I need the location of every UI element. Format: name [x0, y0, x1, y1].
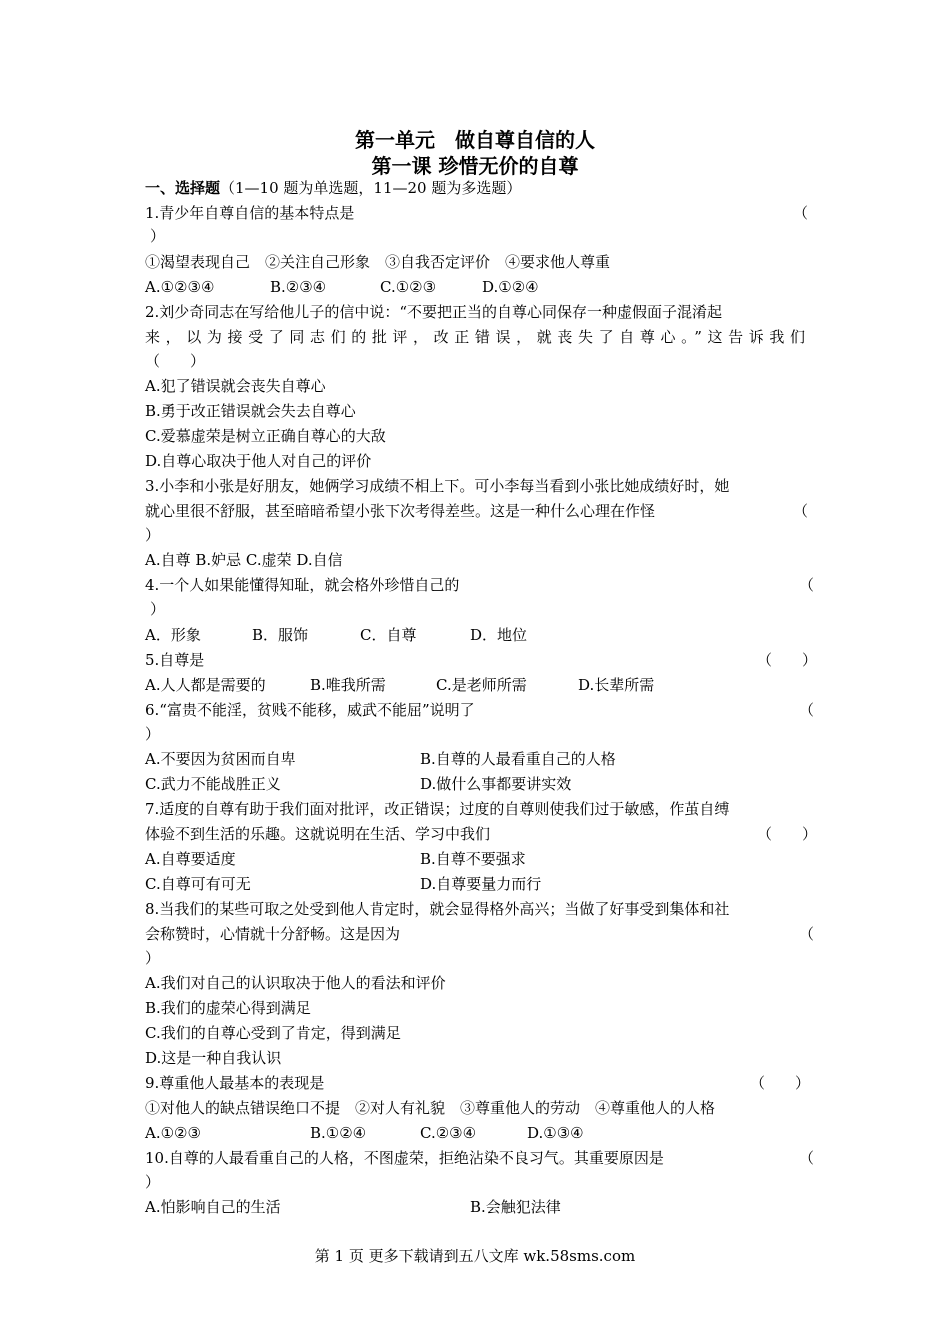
q2-option-a: A.犯了错误就会丧失自尊心 [145, 377, 326, 395]
q1-option-b: B.②③④ [270, 278, 327, 296]
q7-option-b: B.自尊不要强求 [420, 850, 526, 868]
q2-paren: （ ） [145, 352, 206, 370]
q7-stem-line1: 7.适度的自尊有助于我们面对批评，改正错误；过度的自尊则使我们过于敏感，作茧自缚 [145, 800, 730, 818]
q3-stem-line2: 就心里很不舒服，甚至暗暗希望小张下次考得差些。这是一种什么心理在作怪 [145, 502, 656, 520]
q10-paren-close: ） [145, 1173, 161, 1191]
q8-paren-open: （ [799, 925, 815, 943]
q3-options: A.自尊 B.妒忌 C.虚荣 D.自信 [145, 551, 343, 569]
q4-option-a: A．形象 [145, 626, 201, 644]
q6-option-b: B.自尊的人最看重自己的人格 [420, 750, 616, 768]
section-note: （1—10 题为单选题，11—20 题为多选题） [220, 179, 522, 197]
q1-option-c: C.①②③ [380, 278, 437, 296]
q6-paren-close: ） [145, 725, 161, 743]
q1-paren-open: （ [793, 204, 809, 222]
q8-option-c: C.我们的自尊心受到了肯定，得到满足 [145, 1024, 401, 1042]
q9-option-c: C.②③④ [420, 1124, 477, 1142]
q9-option-b: B.①②④ [310, 1124, 367, 1142]
q1-stem: 1.青少年自尊自信的基本特点是 [145, 204, 355, 222]
q7-paren: （ ） [757, 825, 818, 843]
q4-stem: 4.一个人如果能懂得知耻，就会格外珍惜自己的 [145, 576, 460, 594]
section-head-label: 一、选择题 [145, 179, 221, 197]
q8-stem-line1: 8.当我们的某些可取之处受到他人肯定时，就会显得格外高兴；当做了好事受到集体和社 [145, 900, 730, 918]
q2-stem-line1: 2.刘少奇同志在写给他儿子的信中说：“不要把正当的自尊心同保存一种虚假面子混淆起 [145, 303, 722, 321]
q1-option-d: D.①②④ [482, 278, 539, 296]
q6-stem: 6.“富贵不能淫，贫贱不能移，威武不能屈”说明了 [145, 701, 475, 719]
q1-option-a: A.①②③④ [145, 278, 215, 296]
q4-option-b: B．服饰 [252, 626, 309, 644]
q4-paren-open: （ [799, 576, 815, 594]
q5-paren: （ ） [757, 651, 818, 669]
q6-option-c: C.武力不能战胜正义 [145, 775, 281, 793]
q4-option-d: D．地位 [470, 626, 528, 644]
q9-option-d: D.①③④ [527, 1124, 584, 1142]
q5-stem: 5.自尊是 [145, 651, 205, 669]
q4-option-c: C．自尊 [360, 626, 417, 644]
q2-stem-line2: 来，以为接受了同志们的批评，改正错误，就丧失了自尊心。”这告诉我们 [145, 328, 805, 346]
q1-items: ①渴望表现自己 ②关注自己形象 ③自我否定评价 ④要求他人尊重 [145, 253, 611, 271]
q2-option-b: B.勇于改正错误就会失去自尊心 [145, 402, 356, 420]
q3-stem-line1: 3.小李和小张是好朋友，她俩学习成绩不相上下。可小李每当看到小张比她成绩好时，她 [145, 477, 730, 495]
q9-option-a: A.①②③ [145, 1124, 201, 1142]
q9-paren: （ ） [750, 1074, 811, 1092]
q5-option-b: B.唯我所需 [310, 676, 386, 694]
page-footer: 第 1 页 更多下载请到五八文库 wk.58sms.com [314, 1247, 636, 1265]
q5-option-a: A.人人都是需要的 [145, 676, 266, 694]
q7-option-c: C.自尊可有可无 [145, 875, 251, 893]
section-heading [145, 178, 805, 198]
q10-paren-open: （ [799, 1149, 815, 1167]
q5-option-d: D.长辈所需 [578, 676, 655, 694]
lesson-title: 第一课 珍惜无价的自尊 [371, 154, 579, 178]
unit-title: 第一单元 做自尊自信的人 [355, 128, 595, 152]
q9-stem: 9.尊重他人最基本的表现是 [145, 1074, 325, 1092]
q7-stem-line2: 体验不到生活的乐趣。这就说明在生活、学习中我们 [145, 825, 491, 843]
q8-option-d: D.这是一种自我认识 [145, 1049, 282, 1067]
q2-option-d: D.自尊心取决于他人对自己的评价 [145, 452, 372, 470]
q7-option-d: D.自尊要量力而行 [420, 875, 542, 893]
q8-option-b: B.我们的虚荣心得到满足 [145, 999, 311, 1017]
q6-option-d: D.做什么事都要讲实效 [420, 775, 572, 793]
q8-option-a: A.我们对自己的认识取决于他人的看法和评价 [145, 974, 446, 992]
q3-paren-close: ） [145, 526, 161, 544]
q2-option-c: C.爱慕虚荣是树立正确自尊心的大敌 [145, 427, 386, 445]
q8-stem-line2: 会称赞时，心情就十分舒畅。这是因为 [145, 925, 401, 943]
q10-option-a: A.怕影响自己的生活 [145, 1198, 281, 1216]
q4-paren-close: ） [150, 600, 166, 618]
q6-paren-open: （ [799, 701, 815, 719]
q10-stem: 10.自尊的人最看重自己的人格，不图虚荣，拒绝沾染不良习气。其重要原因是 [145, 1149, 664, 1167]
q3-paren-open: （ [793, 502, 809, 520]
q6-option-a: A.不要因为贫困而自卑 [145, 750, 296, 768]
q1-paren-close: ） [150, 227, 166, 245]
q8-paren-close: ） [145, 949, 161, 967]
q10-option-b: B.会触犯法律 [470, 1198, 561, 1216]
q7-option-a: A.自尊要适度 [145, 850, 236, 868]
q5-option-c: C.是老师所需 [436, 676, 527, 694]
q9-items: ①对他人的缺点错误绝口不提 ②对人有礼貌 ③尊重他人的劳动 ④尊重他人的人格 [145, 1099, 716, 1117]
